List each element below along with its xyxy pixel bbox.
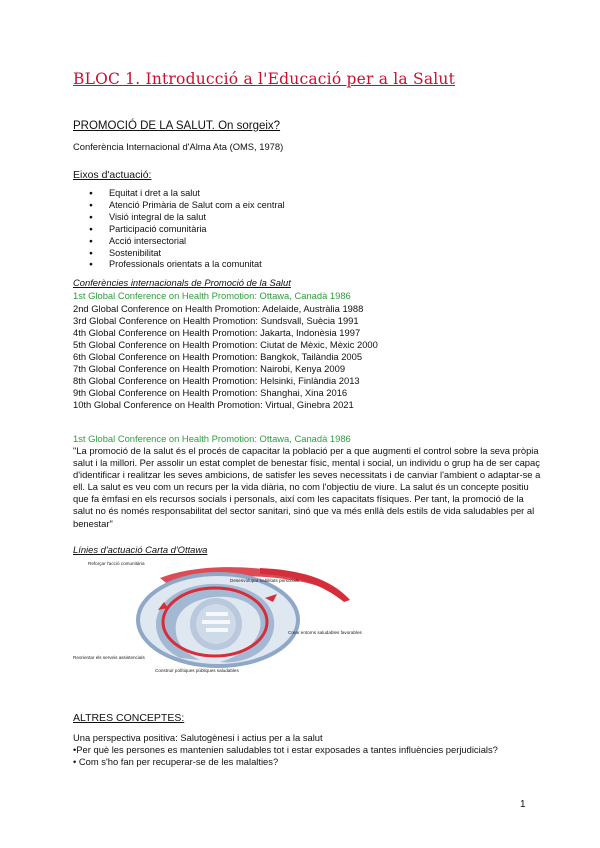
list-item: 9th Global Conference on Health Promotion: Shanghai, Xina 2016	[73, 387, 348, 398]
quote-line: salut no és només responsabilitat del sector sanitari, sinó que va més enllà dels estils de vida saludables per al	[73, 505, 535, 517]
label-accio-comunitaria: Reforçar l'acció comunitària	[88, 561, 145, 566]
list-item: ● Professionals orientats a la comunitat	[89, 259, 285, 271]
quote-line: benestar"	[73, 517, 113, 529]
list-item: 6th Global Conference on Health Promotion: Bangkok, Tailàndia 2005	[73, 351, 363, 362]
section-heading-promocio: PROMOCIÓ DE LA SALUT. On sorgeix?	[73, 120, 281, 132]
quote-line: que fa èmfasi en els recursos socials i personals, així com les capacitats físiques. Per tant, la promoció de la	[73, 493, 524, 505]
quote-line: salut i la millori. Per assolir un estat complet de benestar físic, mental i social, un individu o grup ha de ser capaç	[73, 457, 540, 469]
list-item: 8th Global Conference on Health Promotion: Helsinki, Finlàndia 2013	[73, 375, 360, 386]
quote-line: ell. La salut es veu com un recurs per la vida diària, no com l'objectiu de viure. La salut és un concepte positiu	[73, 481, 529, 493]
list-item: 4th Global Conference on Health Promotion: Jakarta, Indonèsia 1997	[73, 327, 361, 338]
label-serveis: Reorientar els serveis assistencials	[73, 655, 145, 660]
list-item: ● Sostenibilitat	[89, 248, 285, 260]
altres-heading: ALTRES CONCEPTES:	[73, 712, 185, 724]
altres-line: Una perspectiva positiva: Salutogènesi i actius per a la salut	[73, 732, 323, 743]
list-item: ● Participació comunitària	[89, 224, 285, 236]
label-entorns: Crear entorns saludables favorables	[288, 630, 362, 635]
conference-first: 1st Global Conference on Health Promotion: Ottawa, Canadà 1986	[73, 290, 351, 301]
list-item: ● Visió integral de la salut	[89, 212, 285, 224]
eixos-heading: Eixos d'actuació:	[73, 169, 152, 181]
ottawa-diagram-graphic	[60, 558, 420, 670]
list-item: 7th Global Conference on Health Promotion: Nairobi, Kenya 2009	[73, 363, 346, 374]
label-politiques: Construir polítiques públiques saludables	[155, 668, 239, 673]
altres-line: •Per què les persones es mantenien saludables tot i estar exposades a tantes influències perjudicials?	[73, 744, 498, 755]
ottawa-charter-diagram	[60, 558, 420, 673]
page-number: 1	[520, 799, 526, 810]
altres-line: • Com s'ho fan per recuperar-se de les malalties?	[73, 756, 279, 767]
label-habilitats: Desenvolupar habilitats personals	[230, 578, 299, 583]
list-item: ● Equitat i dret a la salut	[89, 188, 285, 200]
list-item: 10th Global Conference on Health Promotion: Virtual, Ginebra 2021	[73, 399, 354, 410]
list-item: 2nd Global Conference on Health Promotion: Adelaide, Austràlia 1988	[73, 303, 364, 314]
quote-line: d'identificar i realitzar les seves ambicions, de satisfer les seves necessitats i de canviar l'ambient o adaptar-se a	[73, 469, 541, 481]
ottawa-quote	[73, 445, 541, 530]
list-item: ● Atenció Primària de Salut com a eix central	[89, 200, 285, 212]
conferences-heading: Conferències internacionals de Promoció de la Salut	[73, 277, 291, 288]
ottawa-heading: 1st Global Conference on Health Promotion: Ottawa, Canadà 1986	[73, 433, 351, 444]
list-item: 5th Global Conference on Health Promotion: Ciutat de Mèxic, Mèxic 2000	[73, 339, 378, 350]
page-title: BLOC 1. Introducció a l'Educació per a la Salut	[73, 70, 456, 88]
origin-text: Conferència Internacional d'Alma Ata (OMS, 1978)	[73, 141, 284, 152]
list-item: 3rd Global Conference on Health Promotion: Sundsvall, Suècia 1991	[73, 315, 359, 326]
list-item: ● Acció intersectorial	[89, 236, 285, 248]
diagram-heading: Línies d'actuació Carta d'Ottawa	[73, 544, 208, 555]
conference-list	[73, 303, 378, 411]
eixos-list	[89, 188, 285, 271]
quote-line: "La promoció de la salut és el procés de capacitar la població per a que augmenti el control sobre la seva pròpia	[73, 445, 539, 456]
